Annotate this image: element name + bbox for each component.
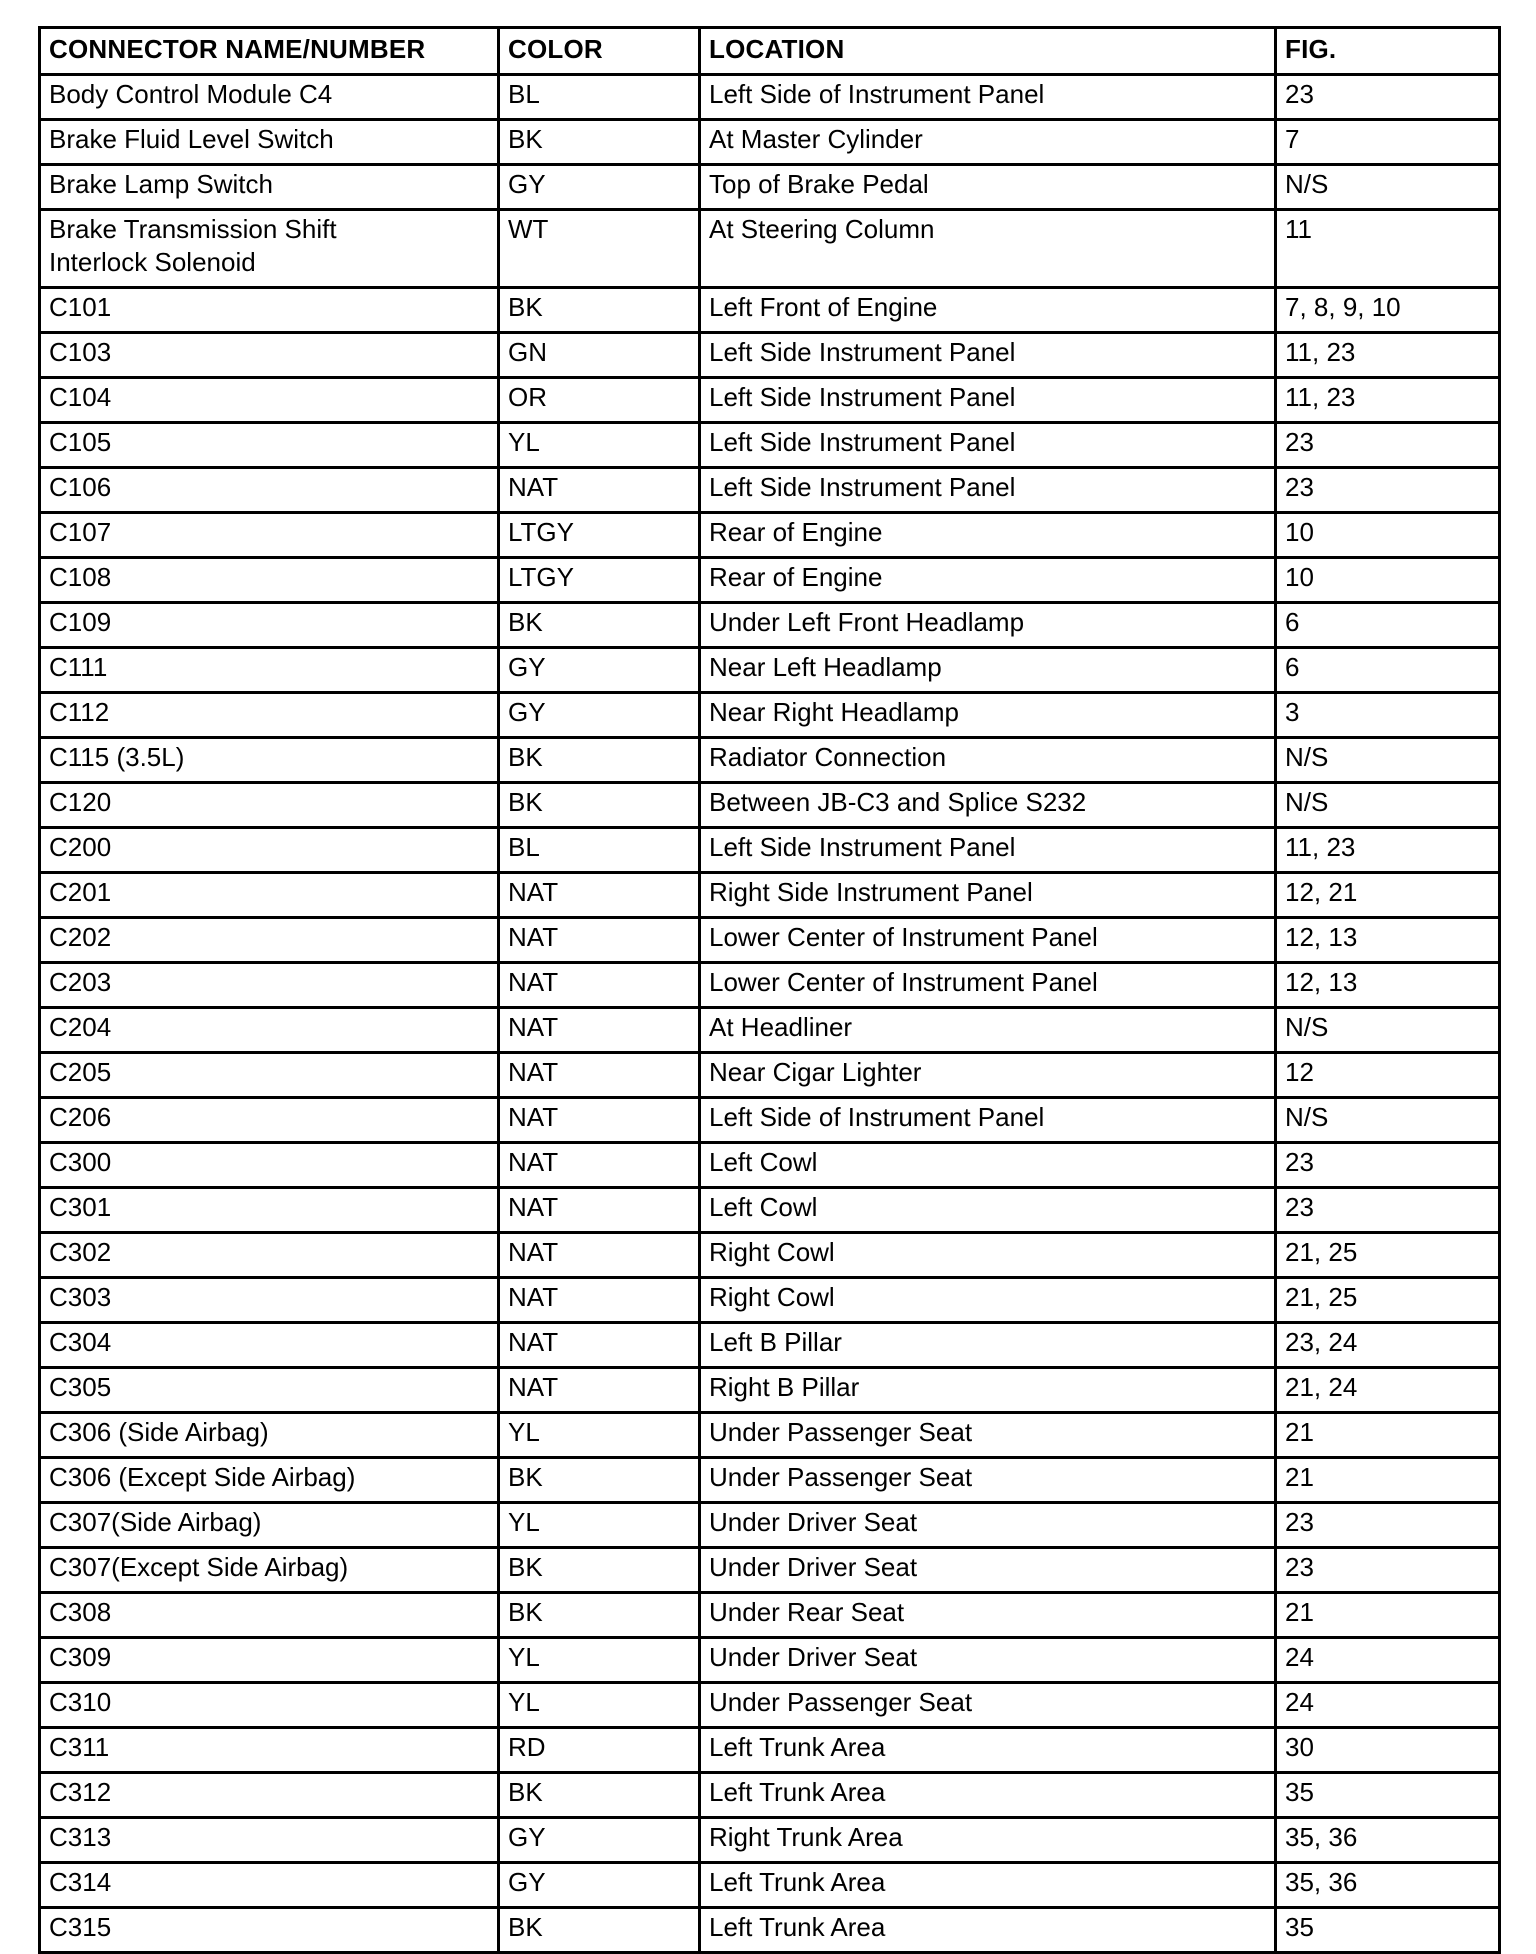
cell-location: Lower Center of Instrument Panel bbox=[700, 918, 1276, 963]
cell-location: Right Cowl bbox=[700, 1233, 1276, 1278]
cell-color: YL bbox=[499, 1413, 700, 1458]
cell-fig: 23 bbox=[1276, 1143, 1500, 1188]
cell-fig: 35 bbox=[1276, 1908, 1500, 1953]
cell-location: Left Side of Instrument Panel bbox=[700, 75, 1276, 120]
cell-location: Near Right Headlamp bbox=[700, 693, 1276, 738]
cell-fig: 11 bbox=[1276, 210, 1500, 288]
cell-connector-name: C202 bbox=[40, 918, 499, 963]
cell-connector-name: C306 (Side Airbag) bbox=[40, 1413, 499, 1458]
cell-fig: 23 bbox=[1276, 423, 1500, 468]
cell-fig: 12, 13 bbox=[1276, 918, 1500, 963]
cell-fig: 11, 23 bbox=[1276, 378, 1500, 423]
cell-connector-name: C300 bbox=[40, 1143, 499, 1188]
cell-color: YL bbox=[499, 1503, 700, 1548]
cell-connector-name: C313 bbox=[40, 1818, 499, 1863]
table-row bbox=[40, 828, 1500, 873]
cell-fig: N/S bbox=[1276, 738, 1500, 783]
cell-connector-name: C307(Side Airbag) bbox=[40, 1503, 499, 1548]
table-row bbox=[40, 75, 1500, 120]
cell-location: Under Driver Seat bbox=[700, 1503, 1276, 1548]
table-row bbox=[40, 1233, 1500, 1278]
cell-connector-name: C307(Except Side Airbag) bbox=[40, 1548, 499, 1593]
table-row bbox=[40, 1188, 1500, 1233]
cell-connector-name: C314 bbox=[40, 1863, 499, 1908]
cell-fig: N/S bbox=[1276, 783, 1500, 828]
table-row bbox=[40, 603, 1500, 648]
table-row bbox=[40, 873, 1500, 918]
cell-fig: 30 bbox=[1276, 1728, 1500, 1773]
cell-color: NAT bbox=[499, 1008, 700, 1053]
cell-connector-name: C301 bbox=[40, 1188, 499, 1233]
connector-table bbox=[38, 26, 1501, 1954]
cell-color: BK bbox=[499, 1548, 700, 1593]
cell-connector-name: C101 bbox=[40, 288, 499, 333]
cell-fig: 23 bbox=[1276, 1548, 1500, 1593]
table-row bbox=[40, 1368, 1500, 1413]
cell-fig: 23 bbox=[1276, 1503, 1500, 1548]
table-row bbox=[40, 120, 1500, 165]
cell-color: BL bbox=[499, 828, 700, 873]
table-row bbox=[40, 1278, 1500, 1323]
cell-connector-name: C200 bbox=[40, 828, 499, 873]
cell-connector-name: C104 bbox=[40, 378, 499, 423]
cell-color: BL bbox=[499, 75, 700, 120]
table-row bbox=[40, 1818, 1500, 1863]
cell-fig: 11, 23 bbox=[1276, 828, 1500, 873]
cell-location: Near Cigar Lighter bbox=[700, 1053, 1276, 1098]
table-row bbox=[40, 468, 1500, 513]
cell-connector-name: C206 bbox=[40, 1098, 499, 1143]
cell-location: At Master Cylinder bbox=[700, 120, 1276, 165]
cell-location: Right Trunk Area bbox=[700, 1818, 1276, 1863]
table-body bbox=[40, 75, 1500, 1953]
cell-connector-name: C205 bbox=[40, 1053, 499, 1098]
cell-location: Left Side of Instrument Panel bbox=[700, 1098, 1276, 1143]
cell-color: RD bbox=[499, 1728, 700, 1773]
table-row bbox=[40, 1143, 1500, 1188]
cell-location: Under Passenger Seat bbox=[700, 1413, 1276, 1458]
cell-connector-name: C106 bbox=[40, 468, 499, 513]
table-row bbox=[40, 1098, 1500, 1143]
cell-color: BK bbox=[499, 1458, 700, 1503]
cell-location: Left Trunk Area bbox=[700, 1773, 1276, 1818]
cell-fig: 21, 25 bbox=[1276, 1233, 1500, 1278]
cell-fig: 24 bbox=[1276, 1683, 1500, 1728]
cell-fig: 3 bbox=[1276, 693, 1500, 738]
cell-connector-name: Body Control Module C4 bbox=[40, 75, 499, 120]
cell-color: NAT bbox=[499, 1188, 700, 1233]
table-row bbox=[40, 1908, 1500, 1953]
cell-connector-name: C310 bbox=[40, 1683, 499, 1728]
cell-location: Left Cowl bbox=[700, 1188, 1276, 1233]
cell-connector-name: C120 bbox=[40, 783, 499, 828]
cell-color: LTGY bbox=[499, 513, 700, 558]
cell-fig: 7, 8, 9, 10 bbox=[1276, 288, 1500, 333]
cell-color: OR bbox=[499, 378, 700, 423]
table-row bbox=[40, 1593, 1500, 1638]
table-row bbox=[40, 1458, 1500, 1503]
cell-color: GY bbox=[499, 693, 700, 738]
table-row bbox=[40, 1053, 1500, 1098]
cell-color: BK bbox=[499, 288, 700, 333]
cell-color: NAT bbox=[499, 873, 700, 918]
cell-location: Right Side Instrument Panel bbox=[700, 873, 1276, 918]
cell-color: NAT bbox=[499, 1098, 700, 1143]
cell-connector-name: C315 bbox=[40, 1908, 499, 1953]
cell-color: NAT bbox=[499, 918, 700, 963]
cell-connector-name: C111 bbox=[40, 648, 499, 693]
cell-fig: 12 bbox=[1276, 1053, 1500, 1098]
header-row bbox=[40, 28, 1500, 75]
cell-location: Under Left Front Headlamp bbox=[700, 603, 1276, 648]
cell-connector-name: C107 bbox=[40, 513, 499, 558]
cell-connector-name: C311 bbox=[40, 1728, 499, 1773]
cell-connector-name: C306 (Except Side Airbag) bbox=[40, 1458, 499, 1503]
cell-color: LTGY bbox=[499, 558, 700, 603]
cell-location: Rear of Engine bbox=[700, 558, 1276, 603]
table-row bbox=[40, 738, 1500, 783]
cell-connector-name: Brake Transmission Shift Interlock Solenoid bbox=[40, 210, 499, 288]
cell-fig: 21 bbox=[1276, 1458, 1500, 1503]
cell-color: YL bbox=[499, 1638, 700, 1683]
cell-fig: 21, 25 bbox=[1276, 1278, 1500, 1323]
cell-color: BK bbox=[499, 1593, 700, 1638]
cell-color: BK bbox=[499, 783, 700, 828]
cell-color: NAT bbox=[499, 1143, 700, 1188]
cell-connector-name: C312 bbox=[40, 1773, 499, 1818]
cell-location: Left B Pillar bbox=[700, 1323, 1276, 1368]
cell-color: GY bbox=[499, 165, 700, 210]
header-color: COLOR bbox=[499, 28, 700, 75]
table-row bbox=[40, 918, 1500, 963]
cell-fig: N/S bbox=[1276, 165, 1500, 210]
cell-location: Lower Center of Instrument Panel bbox=[700, 963, 1276, 1008]
table-row bbox=[40, 558, 1500, 603]
cell-color: NAT bbox=[499, 1233, 700, 1278]
table-row bbox=[40, 165, 1500, 210]
cell-location: Under Driver Seat bbox=[700, 1548, 1276, 1593]
cell-fig: 23 bbox=[1276, 75, 1500, 120]
cell-location: Left Side Instrument Panel bbox=[700, 828, 1276, 873]
cell-connector-name: C115 (3.5L) bbox=[40, 738, 499, 783]
table-row bbox=[40, 1323, 1500, 1368]
cell-connector-name: C308 bbox=[40, 1593, 499, 1638]
cell-color: NAT bbox=[499, 963, 700, 1008]
cell-color: BK bbox=[499, 120, 700, 165]
cell-fig: 6 bbox=[1276, 603, 1500, 648]
cell-connector-name: C109 bbox=[40, 603, 499, 648]
cell-fig: 23, 24 bbox=[1276, 1323, 1500, 1368]
cell-color: NAT bbox=[499, 1053, 700, 1098]
header-location: LOCATION bbox=[700, 28, 1276, 75]
cell-color: NAT bbox=[499, 1323, 700, 1368]
cell-location: Left Side Instrument Panel bbox=[700, 378, 1276, 423]
table-row bbox=[40, 1503, 1500, 1548]
cell-location: Left Side Instrument Panel bbox=[700, 423, 1276, 468]
cell-fig: 35 bbox=[1276, 1773, 1500, 1818]
cell-color: GY bbox=[499, 1818, 700, 1863]
cell-location: Radiator Connection bbox=[700, 738, 1276, 783]
cell-color: NAT bbox=[499, 1278, 700, 1323]
table-row bbox=[40, 1638, 1500, 1683]
cell-fig: 21, 24 bbox=[1276, 1368, 1500, 1413]
cell-color: BK bbox=[499, 1908, 700, 1953]
cell-connector-name: Brake Fluid Level Switch bbox=[40, 120, 499, 165]
cell-fig: 23 bbox=[1276, 468, 1500, 513]
cell-connector-name: C203 bbox=[40, 963, 499, 1008]
cell-connector-name: C103 bbox=[40, 333, 499, 378]
cell-location: Under Rear Seat bbox=[700, 1593, 1276, 1638]
cell-color: YL bbox=[499, 1683, 700, 1728]
cell-color: NAT bbox=[499, 1368, 700, 1413]
cell-location: Left Trunk Area bbox=[700, 1863, 1276, 1908]
table-row bbox=[40, 1008, 1500, 1053]
table-row bbox=[40, 333, 1500, 378]
cell-location: Left Cowl bbox=[700, 1143, 1276, 1188]
cell-location: Top of Brake Pedal bbox=[700, 165, 1276, 210]
cell-connector-name: C309 bbox=[40, 1638, 499, 1683]
cell-location: Left Side Instrument Panel bbox=[700, 468, 1276, 513]
connector-table-sheet bbox=[38, 26, 1498, 1954]
cell-color: GY bbox=[499, 1863, 700, 1908]
cell-connector-name: C108 bbox=[40, 558, 499, 603]
cell-color: YL bbox=[499, 423, 700, 468]
table-row bbox=[40, 378, 1500, 423]
cell-location: Left Front of Engine bbox=[700, 288, 1276, 333]
table-row bbox=[40, 1683, 1500, 1728]
cell-color: BK bbox=[499, 1773, 700, 1818]
cell-location: At Steering Column bbox=[700, 210, 1276, 288]
cell-fig: 10 bbox=[1276, 558, 1500, 603]
cell-location: Between JB-C3 and Splice S232 bbox=[700, 783, 1276, 828]
cell-fig: 24 bbox=[1276, 1638, 1500, 1683]
cell-color: BK bbox=[499, 738, 700, 783]
cell-fig: 35, 36 bbox=[1276, 1863, 1500, 1908]
header-fig: FIG. bbox=[1276, 28, 1500, 75]
cell-location: Under Passenger Seat bbox=[700, 1458, 1276, 1503]
cell-color: GN bbox=[499, 333, 700, 378]
table-row bbox=[40, 1863, 1500, 1908]
header-connector-name: CONNECTOR NAME/NUMBER bbox=[40, 28, 499, 75]
cell-fig: 6 bbox=[1276, 648, 1500, 693]
cell-location: Rear of Engine bbox=[700, 513, 1276, 558]
cell-color: NAT bbox=[499, 468, 700, 513]
table-row bbox=[40, 963, 1500, 1008]
cell-fig: 35, 36 bbox=[1276, 1818, 1500, 1863]
cell-fig: 12, 21 bbox=[1276, 873, 1500, 918]
cell-location: Under Driver Seat bbox=[700, 1638, 1276, 1683]
table-row bbox=[40, 693, 1500, 738]
cell-location: Left Side Instrument Panel bbox=[700, 333, 1276, 378]
table-row bbox=[40, 288, 1500, 333]
table-row bbox=[40, 513, 1500, 558]
table-row bbox=[40, 783, 1500, 828]
table-row bbox=[40, 1548, 1500, 1593]
cell-connector-name: C303 bbox=[40, 1278, 499, 1323]
cell-connector-name: Brake Lamp Switch bbox=[40, 165, 499, 210]
cell-fig: 10 bbox=[1276, 513, 1500, 558]
cell-fig: 11, 23 bbox=[1276, 333, 1500, 378]
table-row bbox=[40, 423, 1500, 468]
cell-connector-name: C112 bbox=[40, 693, 499, 738]
cell-color: WT bbox=[499, 210, 700, 288]
cell-fig: N/S bbox=[1276, 1008, 1500, 1053]
table-row bbox=[40, 1773, 1500, 1818]
cell-fig: 7 bbox=[1276, 120, 1500, 165]
cell-fig: 23 bbox=[1276, 1188, 1500, 1233]
cell-location: Left Trunk Area bbox=[700, 1908, 1276, 1953]
cell-connector-name: C304 bbox=[40, 1323, 499, 1368]
table-row bbox=[40, 210, 1500, 288]
cell-fig: N/S bbox=[1276, 1098, 1500, 1143]
cell-connector-name: C204 bbox=[40, 1008, 499, 1053]
cell-location: Under Passenger Seat bbox=[700, 1683, 1276, 1728]
table-row bbox=[40, 1728, 1500, 1773]
cell-connector-name: C305 bbox=[40, 1368, 499, 1413]
cell-connector-name: C105 bbox=[40, 423, 499, 468]
cell-connector-name: C302 bbox=[40, 1233, 499, 1278]
table-row bbox=[40, 1413, 1500, 1458]
cell-fig: 21 bbox=[1276, 1413, 1500, 1458]
cell-location: Right B Pillar bbox=[700, 1368, 1276, 1413]
table-header bbox=[40, 28, 1500, 75]
cell-fig: 21 bbox=[1276, 1593, 1500, 1638]
cell-location: Near Left Headlamp bbox=[700, 648, 1276, 693]
table-row bbox=[40, 648, 1500, 693]
cell-location: Left Trunk Area bbox=[700, 1728, 1276, 1773]
cell-connector-name: C201 bbox=[40, 873, 499, 918]
cell-fig: 12, 13 bbox=[1276, 963, 1500, 1008]
cell-location: Right Cowl bbox=[700, 1278, 1276, 1323]
cell-color: GY bbox=[499, 648, 700, 693]
cell-color: BK bbox=[499, 603, 700, 648]
cell-location: At Headliner bbox=[700, 1008, 1276, 1053]
